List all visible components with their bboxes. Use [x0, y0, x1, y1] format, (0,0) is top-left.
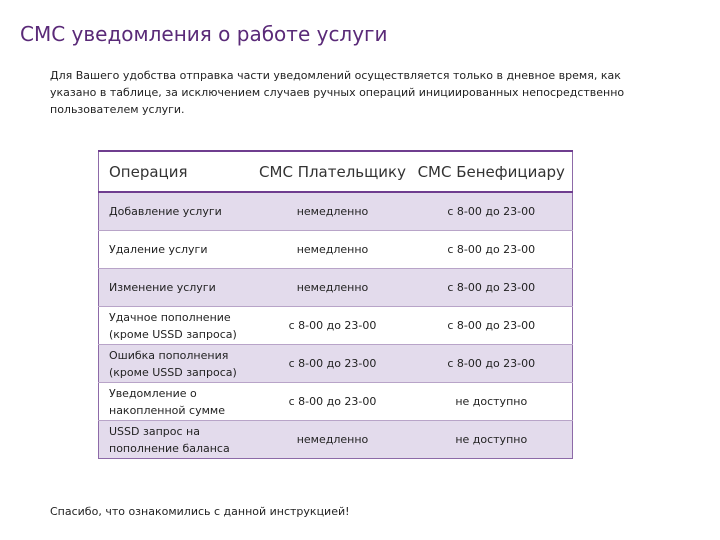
beneficiary-cell: с 8-00 до 23-00 [411, 345, 573, 383]
beneficiary-cell: с 8-00 до 23-00 [411, 192, 573, 231]
beneficiary-cell: с 8-00 до 23-00 [411, 307, 573, 345]
payer-cell: немедленно [255, 231, 411, 269]
operation-cell: Ошибка пополнения (кроме USSD запроса) [99, 345, 255, 383]
payer-cell: немедленно [255, 269, 411, 307]
table-row [99, 307, 573, 345]
operation-cell: Удаление услуги [99, 231, 255, 269]
operation-cell: Добавление услуги [99, 192, 255, 231]
payer-cell: немедленно [255, 421, 411, 459]
beneficiary-cell: не доступно [411, 383, 573, 421]
payer-cell: с 8-00 до 23-00 [255, 383, 411, 421]
table-row [99, 231, 573, 269]
table-row [99, 421, 573, 459]
header-operation: Операция [99, 151, 255, 192]
intro-text: Для Вашего удобства отправка части уведомлений осуществляется только в дневное время, как указано в таблице, за исключением случаев ручных операций инициированных непосредственно пользователем услуги. [50, 69, 625, 116]
beneficiary-cell: с 8-00 до 23-00 [411, 269, 573, 307]
operation-cell: Уведомление о накопленной сумме [99, 383, 255, 421]
table-row [99, 269, 573, 307]
payer-cell: с 8-00 до 23-00 [255, 345, 411, 383]
table-row [99, 192, 573, 231]
beneficiary-cell: не доступно [411, 421, 573, 459]
table-header-row [99, 151, 573, 192]
header-beneficiary-sms: СМС Бенефициару [411, 151, 573, 192]
footer-text: Спасибо, что ознакомились с данной инструкцией! [50, 505, 350, 518]
sms-notification-table [98, 150, 573, 459]
operation-cell: Удачное пополнение (кроме USSD запроса) [99, 307, 255, 345]
table-row [99, 345, 573, 383]
page-title: СМС уведомления о работе услуги [20, 22, 388, 46]
header-payer-sms: СМС Плательщику [255, 151, 411, 192]
beneficiary-cell: с 8-00 до 23-00 [411, 231, 573, 269]
operation-cell: Изменение услуги [99, 269, 255, 307]
operation-cell: USSD запрос на пополнение баланса [99, 421, 255, 459]
payer-cell: с 8-00 до 23-00 [255, 307, 411, 345]
table-row [99, 383, 573, 421]
payer-cell: немедленно [255, 192, 411, 231]
